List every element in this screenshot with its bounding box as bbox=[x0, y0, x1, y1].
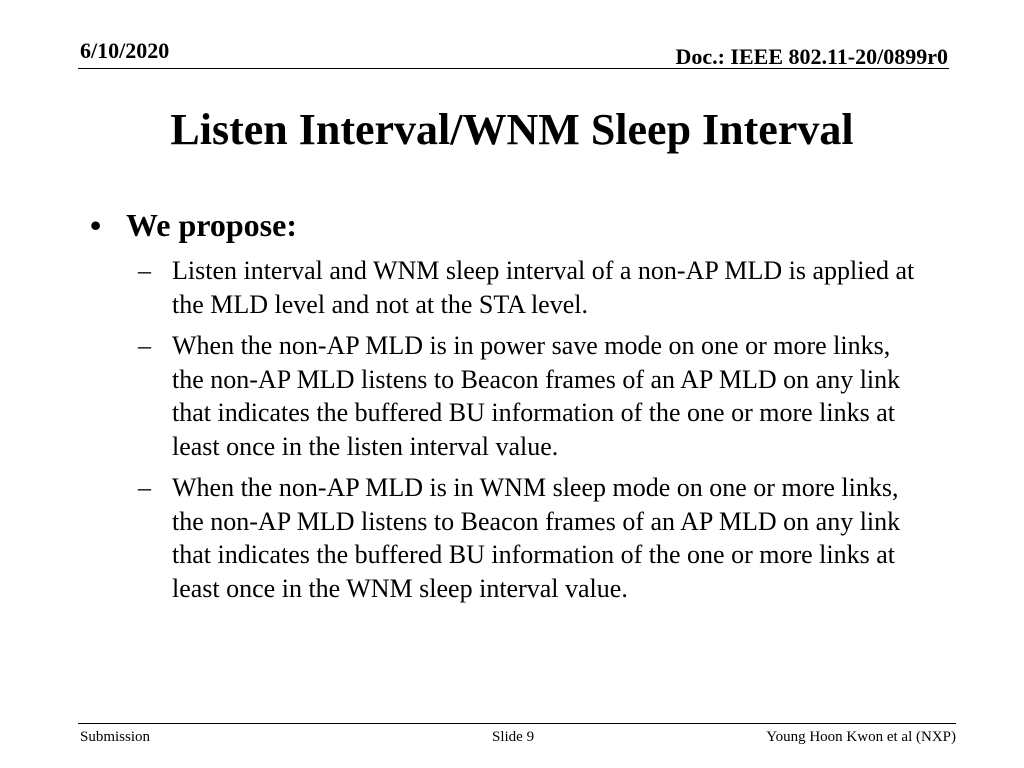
header-doc-id: Doc.: IEEE 802.11-20/0899r0 bbox=[675, 44, 948, 69]
sub-bullet-text: When the non-AP MLD is in WNM sleep mode on one or more links, the non-AP MLD listens to Beacon frames of an AP MLD on any link that indicates the buffered BU information of the one or more links at least once in the WNM sleep interval value. bbox=[172, 473, 901, 603]
header-date: 6/10/2020 bbox=[80, 38, 170, 63]
slide-title: Listen Interval/WNM Sleep Interval bbox=[170, 105, 854, 154]
sub-bullet-item bbox=[138, 471, 918, 605]
sub-bullet-marker: – bbox=[138, 256, 151, 285]
sub-bullet-text: Listen interval and WNM sleep interval of a non-AP MLD is applied at the MLD level and not at the STA level. bbox=[172, 256, 915, 319]
bullet-marker: • bbox=[90, 207, 102, 243]
header-divider bbox=[78, 68, 949, 69]
sub-bullet-item bbox=[138, 254, 918, 321]
main-bullet bbox=[90, 205, 297, 245]
footer-author: Young Hoon Kwon et al (NXP) bbox=[766, 729, 956, 745]
sub-bullet-marker: – bbox=[138, 473, 151, 502]
sub-bullet-item bbox=[138, 329, 918, 463]
sub-bullet-list bbox=[138, 254, 918, 613]
footer-divider bbox=[78, 723, 956, 724]
footer-submission: Submission bbox=[80, 729, 151, 745]
footer-slide-number: Slide 9 bbox=[492, 729, 535, 745]
sub-bullet-marker: – bbox=[138, 331, 151, 360]
main-bullet-text: We propose: bbox=[126, 207, 297, 243]
sub-bullet-text: When the non-AP MLD is in power save mode on one or more links, the non-AP MLD listens to Beacon frames of an AP MLD on any link that indicates the buffered BU information of the one or more links at least once in the listen interval value. bbox=[172, 331, 901, 461]
